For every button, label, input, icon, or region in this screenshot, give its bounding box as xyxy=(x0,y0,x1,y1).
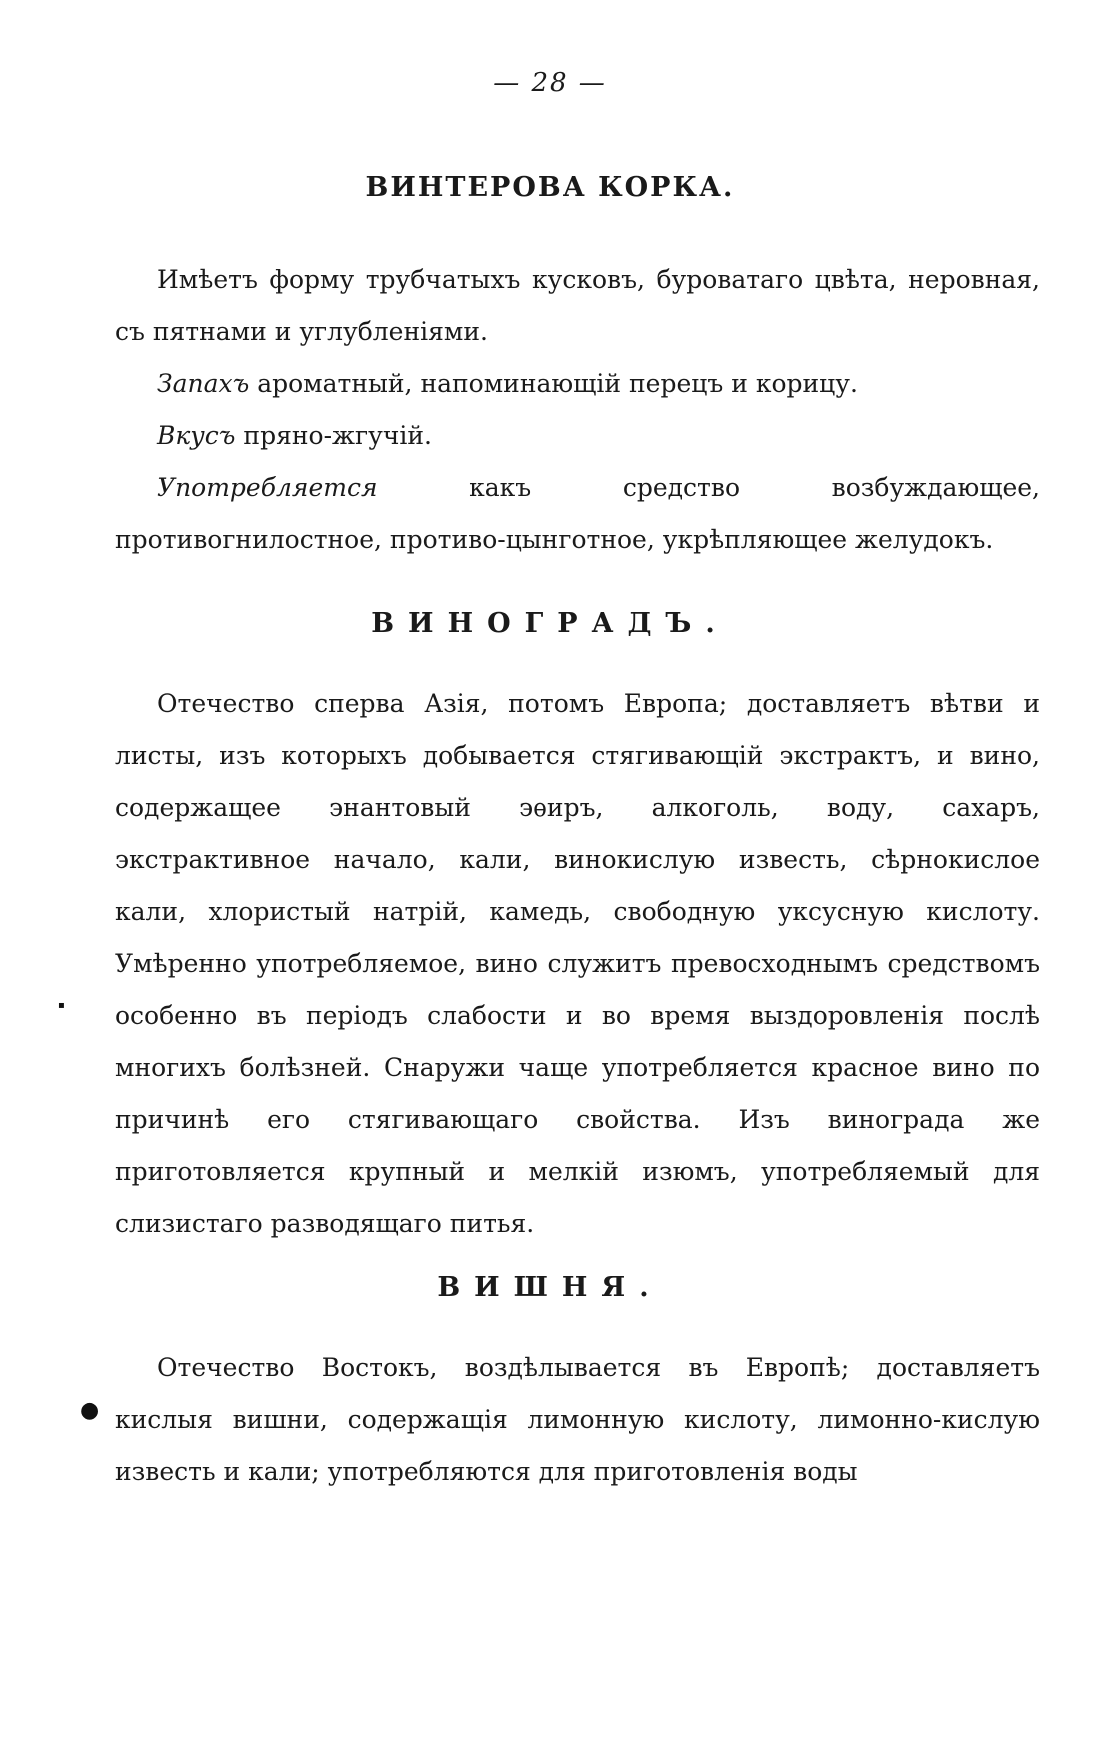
section-title-vinterova-korka: ВИНТЕРОВА КОРКА. xyxy=(365,172,735,203)
paragraph-usage xyxy=(115,462,1040,566)
paragraph-text: ароматный, напоминающій перецъ и корицу. xyxy=(249,369,858,398)
paragraph-lead: Запахъ xyxy=(157,369,250,398)
section-body-vishnya xyxy=(115,1342,1040,1498)
paragraph-taste xyxy=(115,410,1040,462)
print-speck: ▪ xyxy=(58,1000,65,1011)
section-title-vinograd: ВИНОГРАДЪ. xyxy=(371,608,729,639)
page-number: — 28 — xyxy=(493,68,607,98)
section-body-vinterova-korka xyxy=(115,254,1040,566)
paragraph-text: Имѣетъ форму трубчатыхъ кусковъ, буроватаго цвѣта, неровная, съ пятнами и углубленіями. xyxy=(115,265,1040,346)
paragraph-smell xyxy=(115,358,1040,410)
paragraph-text: пряно-жгучій. xyxy=(235,421,432,450)
paragraph-text: какъ средство возбуждающее, противогнилостное, противо-цынготное, укрѣпляющее желудокъ. xyxy=(115,473,1040,554)
paragraph-text: Отечество Востокъ, воздѣлывается въ Европѣ; доставляетъ кислыя вишни, содержащія лимонную кислоту, лимонно-кислую известь и кали; употребляются для приготовленія воды xyxy=(115,1353,1040,1486)
section-body-vinograd xyxy=(115,678,1040,1250)
paragraph-description xyxy=(115,1342,1040,1498)
paragraph-text: Отечество сперва Азія, потомъ Европа; доставляетъ вѣтви и листы, изъ которыхъ добывается стягивающій экстрактъ, и вино, содержащее энантовый эѳиръ, алкоголь, воду, сахаръ, экстрактивное начало, кали, винокислую известь, сѣрнокислое кали, хлористый натрій, камедь, свободную уксусную кислоту. Умѣренно употребляемое, вино служитъ превосходнымъ средствомъ особенно въ періодъ слабости и во время выздоровленія послѣ многихъ болѣзней. Снаружи чаще употребляется красное вино по причинѣ его стягивающаго свойства. Изъ винограда же приготовляется крупный и мелкій изюмъ, употребляемый для слизистаго разводящаго питья. xyxy=(115,689,1040,1238)
section-title-vishnya: ВИШНЯ. xyxy=(437,1272,663,1303)
paragraph-lead: Вкусъ xyxy=(157,421,236,450)
paragraph-description xyxy=(115,678,1040,1250)
print-speck: ● xyxy=(80,1398,100,1423)
paragraph-description xyxy=(115,254,1040,358)
paragraph-lead: Употребляется xyxy=(157,473,378,502)
